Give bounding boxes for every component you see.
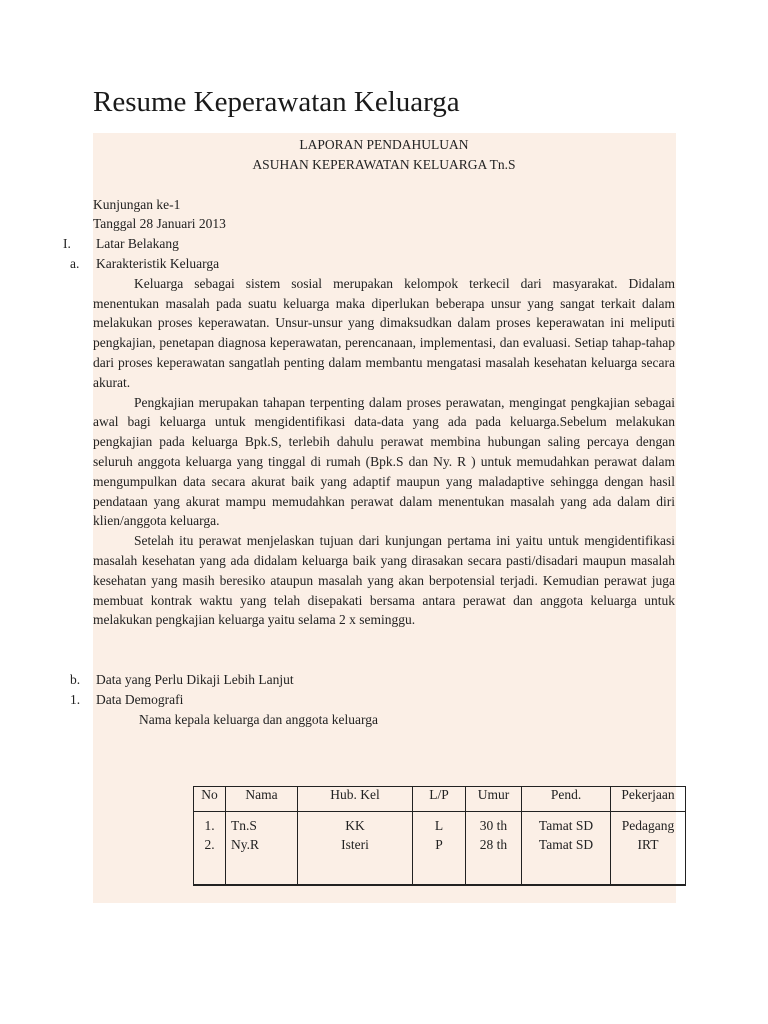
cell-umur-1: 30 th: [479, 818, 508, 833]
date-line: Tanggal 28 Januari 2013: [93, 216, 226, 232]
document-body: [63, 135, 675, 730]
cell-pend-2: Tamat SD: [538, 837, 594, 852]
cell-lp-1: L: [434, 818, 444, 833]
cell-pekerjaan-1: Pedagang: [621, 818, 675, 833]
subsection-title: Karakteristik Keluarga: [96, 255, 220, 271]
table-header-row: [194, 787, 686, 812]
cell-hub-kel-1: KK: [345, 818, 365, 833]
cell-no-1: 1.: [204, 818, 215, 833]
paragraph-2: Pengkajian merupakan tahapan terpenting dalam proses perawatan, mengingat pengkajian sebagai awal bagi keluarga untuk mengidentifikasi data-data yang ada pada keluarga.Sebelum melakukan pengkajian pada keluarga Bpk.S, terlebih dahulu perawat membina hubungan saling percaya dengan seluruh anggota keluarga yang tinggal di rumah (Bpk.S dan Ny. R ) untuk memudahkan perawat dalam mengumpulkan data secara akurat baik yang adaptif maupun yang maladaptive sehingga dengan hasil pendataan yang akurat mampu memudahkan perawat dalam menentukan masalah yang ada dalam diri klien/anggota keluarga.: [93, 394, 675, 529]
cell-nama: [226, 812, 298, 886]
paragraph-3: Setelah itu perawat menjelaskan tujuan dari kunjungan pertama ini yaitu untuk mengidentifikasi masalah kesehatan yang ada didalam keluarga baik yang dirasakan secara pasti/disadari maupun masalah kesehatan yang masih beresiko ataupun masalah yang akan berpotensial terjadi. Kemudian perawat juga membuat kontrak waktu yang telah disepakati bersama antara perawat dan anggota keluarga untuk melakukan pengkajian keluarga yaitu selama 2 x seminggu.: [93, 533, 675, 628]
cell-pekerjaan: [611, 812, 686, 886]
cell-no-2: 2.: [204, 837, 215, 852]
heading-laporan: LAPORAN PENDAHULUAN: [299, 137, 469, 152]
cell-pend: [522, 812, 611, 886]
subsection-data-lanjut: [70, 670, 675, 690]
visit-line: Kunjungan ke-1: [93, 196, 181, 212]
cell-hub-kel: [298, 812, 413, 886]
blank-gap: [93, 630, 675, 670]
cell-lp-2: P: [435, 837, 443, 852]
family-table: [193, 786, 686, 886]
column-header-pend: Pend.: [522, 787, 611, 812]
subsection-marker: b.: [70, 672, 81, 688]
column-header-umur: Umur: [466, 787, 522, 812]
table-caption: Nama kepala keluarga dan anggota keluarga: [139, 711, 379, 727]
cell-umur: [466, 812, 522, 886]
column-header-pekerjaan: Pekerjaan: [611, 787, 686, 812]
blank-line: [93, 175, 675, 195]
cell-nama-2: Ny.R: [231, 837, 260, 852]
column-header-lp: L/P: [413, 787, 466, 812]
cell-hub-kel-2: Isteri: [341, 837, 369, 852]
cell-pekerjaan-2: IRT: [637, 837, 659, 852]
section-latar-belakang: [63, 234, 675, 254]
cell-nama-1: Tn.S: [231, 818, 257, 833]
cell-lp: [413, 812, 466, 886]
section-title: Latar Belakang: [96, 236, 179, 252]
page-title: Resume Keperawatan Keluarga: [93, 86, 460, 118]
cell-no: [194, 812, 226, 886]
subsection-karakteristik: [70, 254, 675, 274]
cell-umur-2: 28 th: [479, 837, 508, 852]
paragraph-1: Keluarga sebagai sistem sosial merupakan kelompok terkecil dari masyarakat. Didalam menentukan masalah pada suatu keluarga maka diperlukan beberapa unsur yang sangat terkait dalam melakukan proses keperawatan. Unsur-unsur yang dimaksudkan dalam proses keperawatan ini meliputi pengkajian, penetapan diagnosa keperawatan, perencanaan, implementasi, dan evaluasi. Setiap tahap-tahap dari proses keperawatan sangatlah penting dalam membantu mengatasi masalah kesehatan keluarga secara akurat.: [93, 275, 675, 390]
column-header-hub-kel: Hub. Kel: [298, 787, 413, 812]
item-data-demografi: [70, 690, 675, 710]
subsection-marker: a.: [70, 255, 80, 271]
table-row: [194, 812, 686, 886]
cell-pend-1: Tamat SD: [538, 818, 594, 833]
item-title: Data Demografi: [96, 691, 184, 707]
heading-asuhan: ASUHAN KEPERAWATAN KELUARGA Tn.S: [252, 156, 516, 172]
family-table-wrapper: [193, 786, 686, 886]
item-marker: 1.: [70, 691, 81, 707]
column-header-nama: Nama: [226, 787, 298, 812]
section-marker: I.: [63, 236, 71, 252]
subsection-title: Data yang Perlu Dikaji Lebih Lanjut: [96, 672, 294, 688]
column-header-no: No: [194, 787, 226, 812]
